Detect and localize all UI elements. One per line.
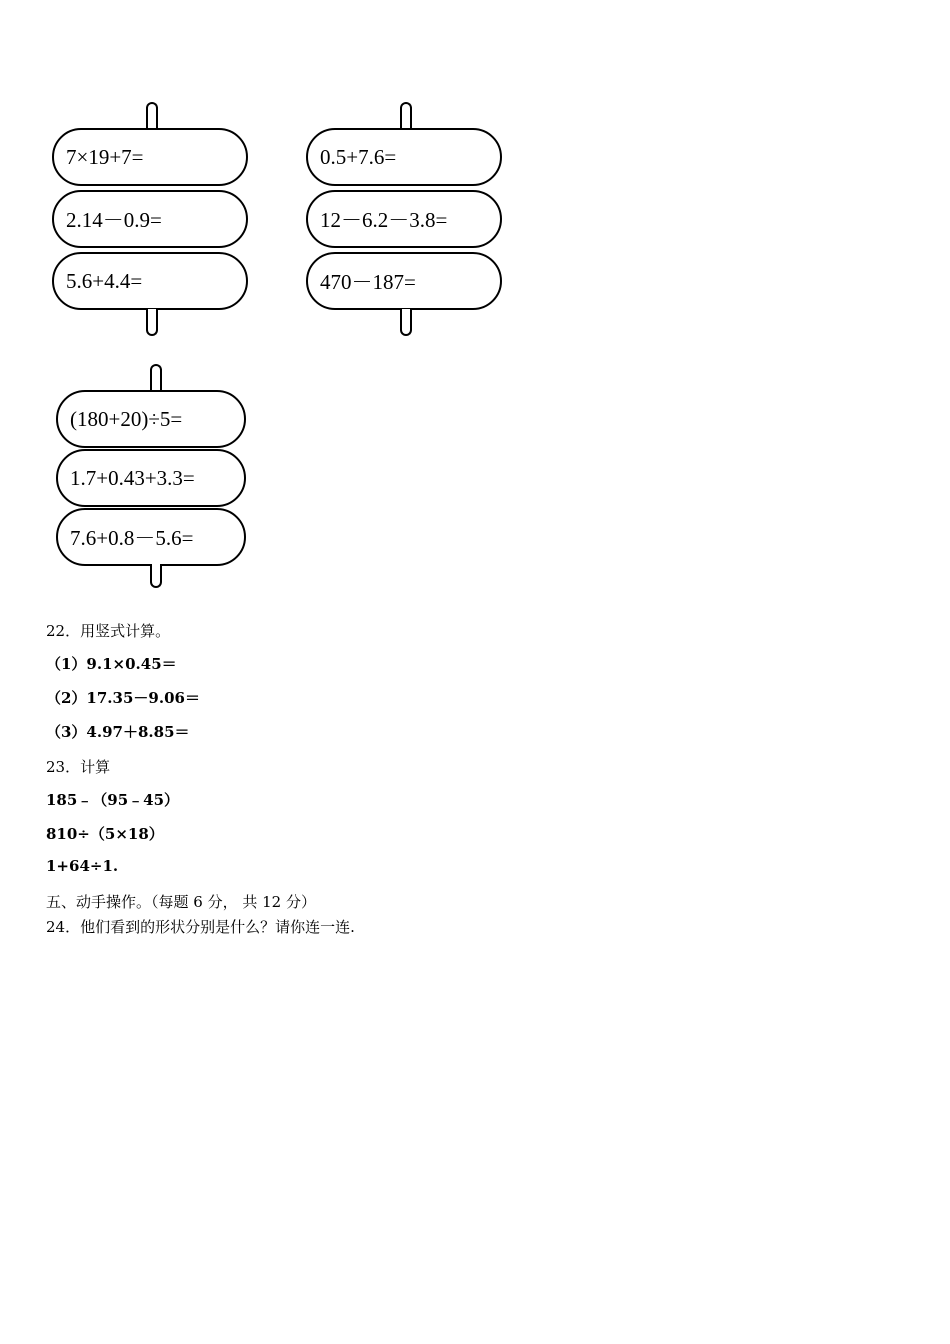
expression: 1.7+0.43+3.3= xyxy=(70,465,195,490)
expression: (180+20)÷5= xyxy=(70,406,183,431)
skewer-pill xyxy=(52,128,248,186)
skewer-pill xyxy=(56,449,246,507)
expression: 12－6.2－3.8= xyxy=(320,208,448,232)
skewer-stick-bottom xyxy=(146,309,158,336)
expression: 7×19+7= xyxy=(66,144,144,169)
question-22-item-3: （3）4.97＋8.85＝ xyxy=(46,723,190,741)
question-24-title: 24．他们看到的形状分别是什么？请你连一连. xyxy=(46,918,355,936)
skewer-stick-bottom xyxy=(150,564,162,588)
skewer-2 xyxy=(306,102,506,338)
skewer-stick-top xyxy=(400,102,412,130)
section-5-title: 五、动手操作。（每题 6 分， 共 12 分） xyxy=(46,893,316,911)
skewer-stick-top xyxy=(146,102,158,130)
question-22-title: 22．用竖式计算。 xyxy=(46,622,171,640)
question-23-item-3: 1+64÷1. xyxy=(46,857,119,875)
question-22-item-1: （1）9.1×0.45＝ xyxy=(46,655,177,673)
expression: 0.5+7.6= xyxy=(320,144,397,169)
skewer-pill xyxy=(306,252,502,310)
skewer-3 xyxy=(56,364,256,588)
expression: 5.6+4.4= xyxy=(66,268,143,293)
skewer-pill xyxy=(306,128,502,186)
expression: 470－187= xyxy=(320,270,416,294)
skewer-pill xyxy=(306,190,502,248)
skewer-1 xyxy=(52,102,252,338)
skewer-pill xyxy=(52,252,248,310)
question-23-item-1: 185﹣（95﹣45） xyxy=(46,791,180,809)
question-22-item-2: （2）17.35－9.06＝ xyxy=(46,689,200,707)
skewer-pill xyxy=(52,190,248,248)
question-23-item-2: 810÷（5×18） xyxy=(46,825,164,843)
skewer-stick-top xyxy=(150,364,162,392)
expression: 7.6+0.8－5.6= xyxy=(70,526,194,550)
skewer-pill xyxy=(56,508,246,566)
skewer-stick-bottom xyxy=(400,309,412,336)
expression: 2.14－0.9= xyxy=(66,208,162,232)
skewer-pill xyxy=(56,390,246,448)
question-23-title: 23．计算 xyxy=(46,758,111,776)
